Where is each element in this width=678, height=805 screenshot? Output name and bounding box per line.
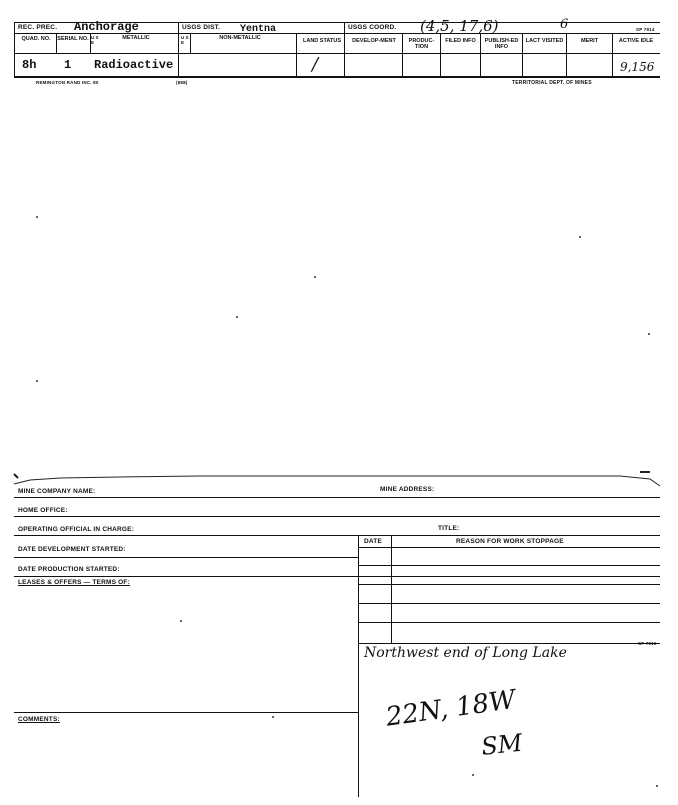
torn-edge [0, 460, 678, 490]
speck [272, 716, 274, 718]
date-column-header: DATE [364, 538, 383, 545]
rule [14, 497, 660, 498]
last-visited-header: LACT VISITED [525, 38, 564, 44]
filed-info-header: FILED INFO [445, 38, 476, 44]
rule [358, 535, 359, 797]
comments-label: COMMENTS: [18, 716, 60, 723]
operating-official-label: OPERATING OFFICIAL IN CHARGE: [18, 526, 135, 533]
serial-value: 1 [64, 58, 72, 72]
rule [14, 557, 358, 558]
speck [236, 316, 238, 318]
speck [472, 774, 474, 776]
date-development-started-label: DATE DEVELOPMENT STARTED: [18, 546, 126, 553]
rule [14, 535, 660, 536]
land-status-mark: / [312, 54, 319, 75]
rule [358, 622, 660, 623]
use-header: U S E [91, 35, 99, 45]
title-label: TITLE: [438, 525, 460, 532]
rule [14, 22, 15, 76]
non-metallic-header: NON-METALLIC [219, 35, 261, 41]
metallic-header: METALLIC [122, 35, 150, 41]
mine-company-name-label: MINE COMPANY NAME: [18, 488, 96, 495]
printer-credit: REMINGTON RAND INC. 80 [36, 80, 99, 85]
handwritten-location: Northwest end of Long Lake [364, 645, 567, 661]
rule [358, 565, 660, 566]
reason-column-header: REASON FOR WORK STOPPAGE [456, 538, 564, 545]
use-header: U S E [181, 35, 189, 45]
rule [14, 516, 660, 517]
production-header: PRODUC-TION [408, 38, 435, 50]
development-header: DEVELOP-MENT [352, 38, 396, 44]
mine-address-label: MINE ADDRESS: [380, 486, 435, 493]
usgs-dist-value: Yentna [240, 24, 277, 35]
form-number: SP 7915 [638, 641, 657, 646]
metallic-value: Radioactive [94, 58, 174, 72]
rule [296, 33, 297, 76]
rec-prec-value: Anchorage [74, 20, 139, 34]
rule [344, 22, 345, 76]
leases-offers-label: LEASES & OFFERS — TERMS OF: [18, 579, 130, 586]
speck [36, 380, 38, 382]
rule [178, 22, 179, 76]
active-idle-header: ACTIVE IDLE [618, 38, 654, 44]
form-number: SP 7914 [636, 27, 655, 32]
speck [180, 620, 182, 622]
serial-no-header: SERIAL NO. [57, 36, 89, 42]
rule [358, 643, 660, 644]
rule [14, 76, 660, 78]
rule [391, 535, 392, 643]
department-credit: TERRITORIAL DEPT. OF MINES [512, 80, 592, 86]
rule [358, 547, 660, 548]
usgs-coord-value: (4,5, 17,6) [420, 17, 499, 35]
land-status-header: LAND STATUS [303, 38, 341, 44]
speck [314, 276, 316, 278]
printer-code: (888) [176, 80, 188, 85]
date-production-started-label: DATE PRODUCTION STARTED: [18, 566, 120, 573]
handwritten-township: 22N, 18W [384, 684, 518, 733]
merit-header: MERIT [580, 38, 599, 44]
quad-value: 8h [22, 58, 37, 72]
home-office-label: HOME OFFICE: [18, 507, 68, 514]
active-idle-value: 9,156 [620, 60, 655, 74]
speck [36, 216, 38, 218]
rule [358, 584, 660, 585]
speck [648, 333, 650, 335]
rule [14, 53, 660, 54]
rule [14, 712, 358, 713]
quad-no-header: QUAD. NO. [21, 36, 51, 42]
published-info-header: PUBLISH-ED INFO [484, 38, 519, 50]
usgs-dist-label: USGS DIST. [182, 24, 221, 31]
speck [656, 785, 658, 787]
rule [358, 603, 660, 604]
speck [579, 236, 581, 238]
rule [190, 33, 191, 53]
coord-mark: 6 [560, 17, 569, 32]
rec-prec-label: REC. PREC. [18, 24, 58, 31]
handwritten-meridian: SM [480, 728, 524, 761]
usgs-coord-label: USGS COORD. [348, 24, 397, 31]
rule [14, 576, 660, 577]
